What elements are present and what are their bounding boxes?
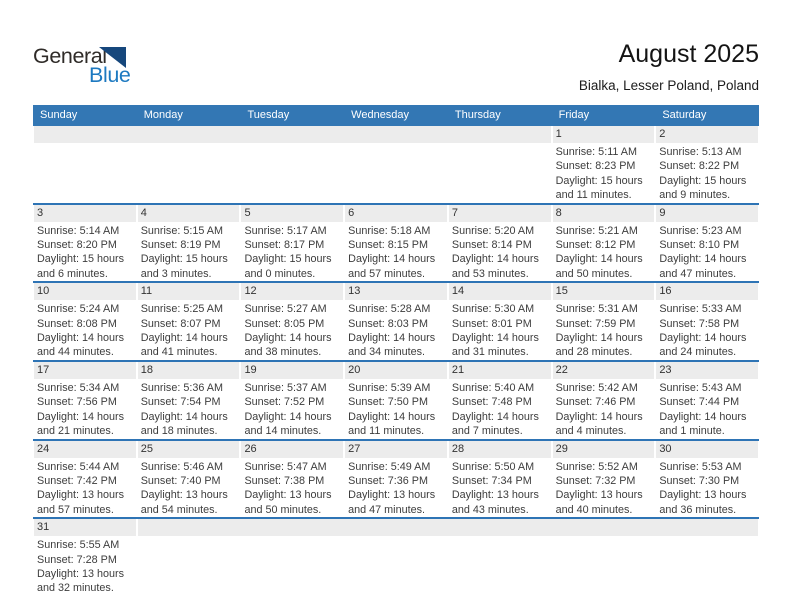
day-cell (448, 362, 552, 439)
day-details (137, 458, 241, 518)
day-cell (552, 126, 656, 203)
day-cell (552, 205, 656, 282)
sunrise-text: Sunrise: 5:25 AM (140, 303, 223, 316)
sunrise-text: Sunrise: 5:14 AM (37, 224, 120, 237)
sunset-text: Sunset: 8:20 PM (37, 239, 117, 252)
day-cell (137, 283, 241, 360)
sunrise-text: Sunrise: 5:17 AM (244, 224, 327, 237)
sunset-text: Sunset: 7:50 PM (348, 396, 428, 409)
day-cell (33, 441, 137, 518)
weekday-header-tuesday: Tuesday (247, 109, 290, 121)
sunrise-text: Sunrise: 5:24 AM (37, 303, 120, 316)
day-cell (240, 283, 344, 360)
day-details (655, 458, 759, 518)
sunrise-text: Sunrise: 5:44 AM (37, 460, 120, 473)
sunset-text: Sunset: 8:17 PM (244, 239, 325, 252)
daylight-text: Daylight: 14 hours and 1 minute. (659, 410, 747, 438)
day-details (552, 222, 656, 282)
sunset-text: Sunset: 7:56 PM (37, 396, 117, 409)
day-number: 6 (345, 205, 447, 222)
weekday-header-row (33, 105, 759, 126)
sunset-text: Sunset: 7:36 PM (348, 474, 428, 487)
sunrise-text: Sunrise: 5:27 AM (244, 303, 327, 316)
day-number: 26 (241, 441, 343, 458)
sunset-text: Sunset: 8:03 PM (348, 317, 428, 330)
sunrise-text: Sunrise: 5:18 AM (348, 224, 431, 237)
day-number: 16 (656, 283, 758, 300)
day-details (448, 300, 552, 360)
day-details (448, 379, 552, 439)
daylight-text: Daylight: 14 hours and 38 minutes. (244, 332, 332, 359)
day-number: 10 (34, 283, 136, 300)
daylight-text: Daylight: 14 hours and 41 minutes. (140, 332, 228, 359)
day-cell (448, 205, 552, 282)
day-details (33, 536, 137, 596)
day-cell (240, 205, 344, 282)
daylight-text: Daylight: 15 hours and 0 minutes. (244, 253, 332, 280)
day-cell (137, 362, 241, 439)
day-number: 2 (656, 126, 758, 143)
sunrise-text: Sunrise: 5:21 AM (555, 224, 638, 237)
day-number: 31 (34, 519, 136, 536)
day-cell (552, 283, 656, 360)
week-row (33, 517, 759, 596)
daylight-text: Daylight: 14 hours and 28 minutes. (555, 332, 643, 359)
weekday-header-wednesday: Wednesday (351, 109, 410, 121)
day-details (552, 143, 656, 203)
day-number: 8 (553, 205, 655, 222)
day-details (137, 222, 241, 282)
sunset-text: Sunset: 7:30 PM (659, 474, 740, 487)
day-cell (344, 441, 448, 518)
sunrise-text: Sunrise: 5:40 AM (451, 381, 535, 394)
day-number: 5 (241, 205, 343, 222)
day-number: 14 (449, 283, 551, 300)
sunset-text: Sunset: 7:38 PM (244, 474, 325, 487)
daylight-text: Daylight: 14 hours and 7 minutes. (451, 410, 539, 438)
day-cell (137, 441, 241, 518)
day-number: 3 (34, 205, 136, 222)
day-cell (344, 362, 448, 439)
day-number: 24 (34, 441, 136, 458)
day-cell (448, 441, 552, 518)
day-details (137, 300, 241, 360)
sunrise-text: Sunrise: 5:36 AM (140, 381, 223, 394)
day-cell (655, 362, 759, 439)
weekday-header-sunday: Sunday (40, 109, 78, 121)
daylight-text: Daylight: 13 hours and 43 minutes. (451, 489, 539, 516)
weekday-header-thursday: Thursday (454, 109, 501, 121)
sunset-text: Sunset: 8:15 PM (348, 239, 428, 252)
day-number: 25 (138, 441, 240, 458)
sunset-text: Sunset: 7:42 PM (37, 474, 117, 487)
day-number: 4 (138, 205, 240, 222)
daylight-text: Daylight: 15 hours and 6 minutes. (37, 253, 125, 280)
sunset-text: Sunset: 8:01 PM (451, 317, 532, 330)
sunrise-text: Sunrise: 5:53 AM (659, 460, 742, 473)
day-cell (344, 283, 448, 360)
daylight-text: Daylight: 13 hours and 32 minutes. (37, 567, 125, 595)
sunset-text: Sunset: 7:32 PM (555, 474, 636, 487)
month-title: August 2025 (618, 40, 759, 68)
day-cell (655, 283, 759, 360)
location-subtitle: Bialka, Lesser Poland, Poland (578, 78, 759, 93)
logo-text-general: General (33, 44, 107, 68)
sunrise-text: Sunrise: 5:47 AM (244, 460, 327, 473)
sunset-text: Sunset: 7:59 PM (555, 317, 636, 330)
day-number: 18 (138, 362, 240, 379)
day-details (33, 458, 137, 518)
daylight-text: Daylight: 14 hours and 18 minutes. (140, 410, 228, 438)
daylight-text: Daylight: 14 hours and 50 minutes. (555, 253, 643, 280)
sunset-text: Sunset: 7:34 PM (451, 474, 532, 487)
sunset-text: Sunset: 8:07 PM (140, 317, 221, 330)
day-details (552, 379, 656, 439)
week-row (33, 126, 759, 203)
day-cell (33, 283, 137, 360)
daylight-text: Daylight: 13 hours and 54 minutes. (140, 489, 228, 516)
day-number: 12 (241, 283, 343, 300)
sunset-text: Sunset: 7:58 PM (659, 317, 740, 330)
sunset-text: Sunset: 8:14 PM (451, 239, 532, 252)
sunrise-text: Sunrise: 5:31 AM (555, 303, 638, 316)
day-number: 11 (138, 283, 240, 300)
day-number: 7 (449, 205, 551, 222)
day-cell (655, 126, 759, 203)
day-number-band (138, 519, 758, 536)
daylight-text: Daylight: 13 hours and 40 minutes. (555, 489, 643, 516)
daylight-text: Daylight: 14 hours and 53 minutes. (451, 253, 539, 280)
sunrise-text: Sunrise: 5:42 AM (555, 381, 638, 394)
day-number: 29 (553, 441, 655, 458)
week-row (33, 439, 759, 518)
daylight-text: Daylight: 14 hours and 44 minutes. (37, 332, 125, 359)
day-number: 27 (345, 441, 447, 458)
day-cell (33, 205, 137, 282)
sunset-text: Sunset: 8:12 PM (555, 239, 636, 252)
day-number: 23 (656, 362, 758, 379)
sunset-text: Sunset: 8:05 PM (244, 317, 325, 330)
day-details (552, 300, 656, 360)
sunrise-text: Sunrise: 5:11 AM (555, 146, 637, 158)
sunrise-text: Sunrise: 5:43 AM (659, 381, 742, 394)
sunrise-text: Sunrise: 5:39 AM (348, 381, 431, 394)
day-details (137, 379, 241, 439)
day-number: 21 (449, 362, 551, 379)
day-cell (137, 205, 241, 282)
week-row (33, 360, 759, 439)
sunrise-text: Sunrise: 5:28 AM (348, 303, 431, 316)
sunset-text: Sunset: 8:22 PM (659, 160, 740, 173)
daylight-text: Daylight: 14 hours and 11 minutes. (348, 410, 436, 438)
day-cell (552, 362, 656, 439)
week-row (33, 203, 759, 282)
day-details (344, 222, 448, 282)
day-cell (552, 441, 656, 518)
sunset-text: Sunset: 8:23 PM (555, 160, 636, 173)
empty-day-cell (33, 126, 552, 203)
logo-text-blue: Blue (89, 63, 131, 87)
daylight-text: Daylight: 14 hours and 24 minutes. (659, 332, 747, 359)
weekday-header-monday: Monday (143, 109, 183, 121)
day-details (655, 143, 759, 203)
day-number: 9 (656, 205, 758, 222)
sunrise-text: Sunrise: 5:50 AM (451, 460, 535, 473)
daylight-text: Daylight: 14 hours and 57 minutes. (348, 253, 436, 280)
sunrise-text: Sunrise: 5:37 AM (244, 381, 327, 394)
sunset-text: Sunset: 7:46 PM (555, 396, 636, 409)
sunrise-text: Sunrise: 5:46 AM (140, 460, 223, 473)
day-details (552, 458, 656, 518)
day-number: 13 (345, 283, 447, 300)
day-details (240, 458, 344, 518)
day-cell (655, 205, 759, 282)
day-details (33, 222, 137, 282)
weekday-header-friday: Friday (558, 109, 590, 121)
daylight-text: Daylight: 13 hours and 50 minutes. (244, 489, 332, 516)
day-cell (33, 519, 137, 596)
header-titles (579, 40, 759, 93)
day-details (33, 300, 137, 360)
day-number: 17 (34, 362, 136, 379)
day-cell (240, 362, 344, 439)
day-details (240, 222, 344, 282)
daylight-text: Daylight: 13 hours and 36 minutes. (659, 489, 747, 516)
daylight-text: Daylight: 14 hours and 14 minutes. (244, 410, 332, 438)
sunrise-text: Sunrise: 5:15 AM (140, 224, 223, 237)
day-details (240, 300, 344, 360)
day-details (344, 458, 448, 518)
general-blue-logo (33, 44, 143, 90)
daylight-text: Daylight: 13 hours and 57 minutes. (37, 489, 125, 516)
sunset-text: Sunset: 7:54 PM (140, 396, 221, 409)
day-details (655, 379, 759, 439)
weekday-header-saturday: Saturday (662, 109, 707, 121)
sunrise-text: Sunrise: 5:34 AM (37, 381, 120, 394)
daylight-text: Daylight: 15 hours and 11 minutes. (555, 174, 643, 202)
sunrise-text: Sunrise: 5:33 AM (659, 303, 742, 316)
daylight-text: Daylight: 15 hours and 9 minutes. (659, 174, 747, 202)
day-number: 1 (553, 126, 655, 143)
day-cell (655, 441, 759, 518)
day-cell (33, 362, 137, 439)
daylight-text: Daylight: 14 hours and 31 minutes. (451, 332, 539, 359)
day-cell (448, 283, 552, 360)
sunrise-text: Sunrise: 5:23 AM (659, 224, 742, 237)
sunset-text: Sunset: 7:44 PM (659, 396, 740, 409)
day-number-band (34, 126, 551, 143)
sunrise-text: Sunrise: 5:55 AM (37, 539, 120, 552)
empty-day-cell (137, 519, 759, 596)
day-cell (240, 441, 344, 518)
day-number: 15 (553, 283, 655, 300)
sunset-text: Sunset: 7:52 PM (244, 396, 325, 409)
day-number: 19 (241, 362, 343, 379)
day-number: 28 (449, 441, 551, 458)
day-details (448, 458, 552, 518)
daylight-text: Daylight: 13 hours and 47 minutes. (348, 489, 436, 516)
sunrise-text: Sunrise: 5:52 AM (555, 460, 638, 473)
day-number: 20 (345, 362, 447, 379)
sunset-text: Sunset: 8:08 PM (37, 317, 117, 330)
day-details (655, 300, 759, 360)
day-details (448, 222, 552, 282)
daylight-text: Daylight: 14 hours and 34 minutes. (348, 332, 436, 359)
sunset-text: Sunset: 7:48 PM (451, 396, 532, 409)
daylight-text: Daylight: 14 hours and 4 minutes. (555, 410, 643, 438)
sunset-text: Sunset: 7:40 PM (140, 474, 221, 487)
week-row (33, 281, 759, 360)
day-details (240, 379, 344, 439)
sunset-text: Sunset: 8:19 PM (140, 239, 221, 252)
sunrise-text: Sunrise: 5:49 AM (348, 460, 431, 473)
calendar-body (33, 126, 759, 596)
day-details (33, 379, 137, 439)
sunrise-text: Sunrise: 5:20 AM (451, 224, 535, 237)
day-details (655, 222, 759, 282)
day-details (344, 300, 448, 360)
day-cell (344, 205, 448, 282)
day-number: 22 (553, 362, 655, 379)
daylight-text: Daylight: 15 hours and 3 minutes. (140, 253, 228, 280)
day-number: 30 (656, 441, 758, 458)
daylight-text: Daylight: 14 hours and 47 minutes. (659, 253, 747, 280)
calendar-table (33, 105, 759, 596)
sunset-text: Sunset: 8:10 PM (659, 239, 740, 252)
sunrise-text: Sunrise: 5:13 AM (659, 146, 742, 158)
sunrise-text: Sunrise: 5:30 AM (451, 303, 535, 316)
daylight-text: Daylight: 14 hours and 21 minutes. (37, 410, 125, 438)
sunset-text: Sunset: 7:28 PM (37, 553, 117, 566)
day-details (344, 379, 448, 439)
